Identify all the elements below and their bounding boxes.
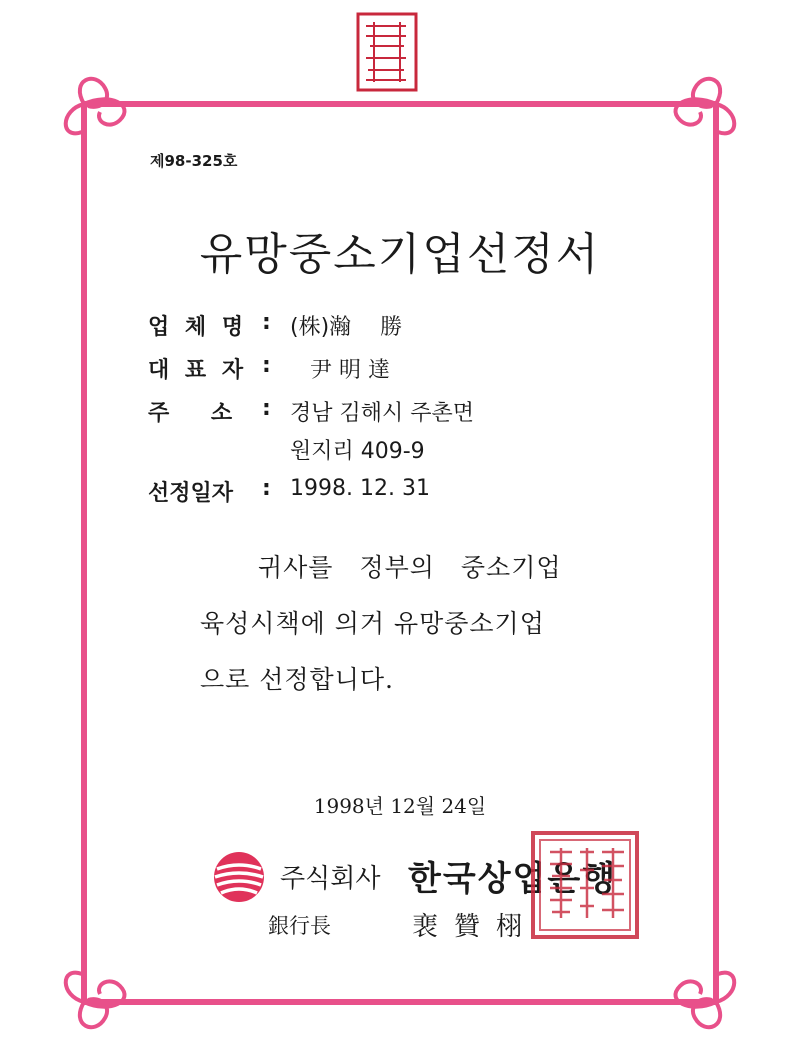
field-colon: : — [262, 396, 271, 421]
body-line: 육성시책에 의거 유망중소기업 — [200, 609, 545, 638]
field-address — [0, 396, 800, 428]
field-label: 주 소 — [148, 401, 237, 426]
field-colon: : — [262, 310, 271, 335]
field-value: (株)瀚 勝 — [290, 315, 403, 340]
field-value: 1998. 12. 31 — [290, 476, 430, 501]
field-label: 업 체 명 — [148, 315, 248, 340]
field-address-line2 — [0, 434, 800, 466]
bank-president-title: 銀行長 — [268, 914, 331, 938]
field-company — [0, 310, 800, 342]
bank-president-name: 裵贊栩 — [412, 912, 539, 942]
field-label: 대 표 자 — [148, 358, 248, 383]
field-value: 경남 김해시 주촌면 — [290, 401, 475, 426]
field-selection-date — [0, 476, 800, 508]
body-line: 귀사를 정부의 중소기업 — [258, 553, 562, 582]
field-label: 선정일자 — [148, 481, 234, 506]
document-title: 유망중소기업선정서 — [199, 229, 601, 280]
field-colon: : — [262, 353, 271, 378]
field-value: 원지리 409-9 — [290, 439, 425, 464]
bank-prefix: 주식회사 — [280, 864, 381, 894]
field-colon: : — [262, 476, 271, 501]
top-seal-stamp — [356, 12, 418, 92]
field-value: 尹 明 達 — [310, 358, 390, 383]
document-number: 제98-325호 — [150, 152, 238, 170]
official-seal-stamp — [530, 830, 640, 940]
body-line: 으로 선정합니다. — [200, 665, 394, 694]
bank-name: 한국상업은행 — [408, 859, 618, 899]
issue-date: 1998년 12월 24일 — [313, 794, 487, 818]
field-representative — [0, 353, 800, 385]
bank-logo-icon — [213, 851, 265, 903]
